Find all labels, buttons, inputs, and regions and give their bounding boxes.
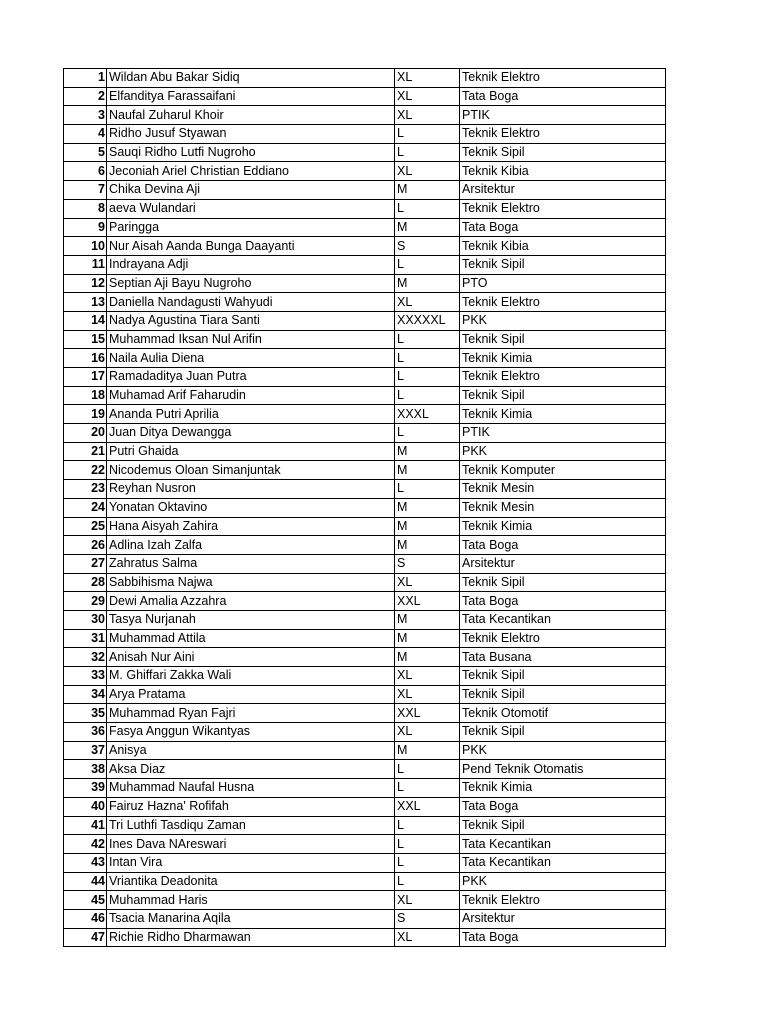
name-cell[interactable]: Aksa Diaz (107, 760, 395, 779)
size-cell[interactable]: L (395, 199, 460, 218)
row-number-cell[interactable]: 34 (64, 685, 107, 704)
size-cell[interactable]: L (395, 386, 460, 405)
name-cell[interactable]: Hana Aisyah Zahira (107, 517, 395, 536)
table-row (64, 349, 666, 368)
row-number-cell[interactable]: 3 (64, 106, 107, 125)
department-cell[interactable]: Arsitektur (460, 181, 666, 200)
size-cell[interactable]: XXL (395, 797, 460, 816)
table-row (64, 330, 666, 349)
row-number-cell[interactable]: 20 (64, 424, 107, 443)
row-number-cell[interactable]: 44 (64, 872, 107, 891)
table-row (64, 237, 666, 256)
table-row (64, 199, 666, 218)
name-cell[interactable]: Muhammad Ryan Fajri (107, 704, 395, 723)
department-cell[interactable]: Teknik Mesin (460, 498, 666, 517)
department-cell[interactable]: Teknik Kimia (460, 405, 666, 424)
size-cell[interactable]: XL (395, 667, 460, 686)
department-cell[interactable]: PTIK (460, 106, 666, 125)
table-row (64, 760, 666, 779)
name-cell[interactable]: Zahratus Salma (107, 554, 395, 573)
name-cell[interactable]: Ananda Putri Aprilia (107, 405, 395, 424)
name-cell[interactable]: Fairuz Hazna' Rofifah (107, 797, 395, 816)
department-cell[interactable]: Tata Kecantikan (460, 610, 666, 629)
row-number-cell[interactable]: 12 (64, 274, 107, 293)
row-number-cell[interactable]: 17 (64, 368, 107, 387)
size-cell[interactable]: M (395, 648, 460, 667)
name-cell[interactable]: Anisya (107, 741, 395, 760)
size-cell[interactable]: S (395, 237, 460, 256)
table-row (64, 461, 666, 480)
row-number-cell[interactable]: 41 (64, 816, 107, 835)
name-cell[interactable]: Reyhan Nusron (107, 480, 395, 499)
department-cell[interactable]: Teknik Elektro (460, 199, 666, 218)
table-row (64, 648, 666, 667)
row-number-cell[interactable]: 27 (64, 554, 107, 573)
table-row (64, 891, 666, 910)
name-cell[interactable]: aeva Wulandari (107, 199, 395, 218)
name-cell[interactable]: Arya Pratama (107, 685, 395, 704)
row-number-cell[interactable]: 40 (64, 797, 107, 816)
name-cell[interactable]: Sabbihisma Najwa (107, 573, 395, 592)
name-cell[interactable]: Naila Aulia Diena (107, 349, 395, 368)
size-cell[interactable]: M (395, 536, 460, 555)
table-row (64, 143, 666, 162)
size-cell[interactable]: L (395, 349, 460, 368)
department-cell[interactable]: PTIK (460, 424, 666, 443)
name-cell[interactable]: Indrayana Adji (107, 255, 395, 274)
department-cell[interactable]: Teknik Elektro (460, 891, 666, 910)
row-number-cell[interactable]: 33 (64, 667, 107, 686)
department-cell[interactable]: Teknik Sipil (460, 330, 666, 349)
row-number-cell[interactable]: 45 (64, 891, 107, 910)
size-cell[interactable]: XL (395, 87, 460, 106)
table-row (64, 480, 666, 499)
row-number-cell[interactable]: 1 (64, 69, 107, 88)
name-cell[interactable]: Jeconiah Ariel Christian Eddiano (107, 162, 395, 181)
name-cell[interactable]: Nicodemus Oloan Simanjuntak (107, 461, 395, 480)
size-cell[interactable]: L (395, 143, 460, 162)
size-cell[interactable]: L (395, 480, 460, 499)
department-cell[interactable]: Teknik Kimia (460, 517, 666, 536)
table-row (64, 554, 666, 573)
table-row (64, 592, 666, 611)
department-cell[interactable]: Tata Kecantikan (460, 853, 666, 872)
table-row (64, 517, 666, 536)
row-number-cell[interactable]: 28 (64, 573, 107, 592)
table-row (64, 835, 666, 854)
name-cell[interactable]: Muhammad Attila (107, 629, 395, 648)
size-cell[interactable]: S (395, 554, 460, 573)
name-cell[interactable]: Naufal Zuharul Khoir (107, 106, 395, 125)
row-number-cell[interactable]: 43 (64, 853, 107, 872)
table-row (64, 368, 666, 387)
table-row (64, 779, 666, 798)
size-cell[interactable]: XL (395, 293, 460, 312)
row-number-cell[interactable]: 37 (64, 741, 107, 760)
size-cell[interactable]: XXL (395, 704, 460, 723)
row-number-cell[interactable]: 14 (64, 311, 107, 330)
row-number-cell[interactable]: 6 (64, 162, 107, 181)
name-cell[interactable]: Ines Dava NAreswari (107, 835, 395, 854)
table-row (64, 69, 666, 88)
department-cell[interactable]: Tata Boga (460, 218, 666, 237)
table-row (64, 797, 666, 816)
department-cell[interactable]: Teknik Elektro (460, 293, 666, 312)
table-row (64, 741, 666, 760)
department-cell[interactable]: PTO (460, 274, 666, 293)
department-cell[interactable]: Tata Kecantikan (460, 835, 666, 854)
size-cell[interactable]: M (395, 274, 460, 293)
size-cell[interactable]: M (395, 498, 460, 517)
name-cell[interactable]: Sauqi Ridho Lutfi Nugroho (107, 143, 395, 162)
row-number-cell[interactable]: 4 (64, 125, 107, 144)
row-number-cell[interactable]: 21 (64, 442, 107, 461)
name-cell[interactable]: Vriantika Deadonita (107, 872, 395, 891)
name-cell[interactable]: Juan Ditya Dewangga (107, 424, 395, 443)
row-number-cell[interactable]: 15 (64, 330, 107, 349)
size-cell[interactable]: M (395, 629, 460, 648)
row-number-cell[interactable]: 19 (64, 405, 107, 424)
name-cell[interactable]: Paringga (107, 218, 395, 237)
size-cell[interactable]: XL (395, 891, 460, 910)
table-row (64, 573, 666, 592)
table-row (64, 218, 666, 237)
department-cell[interactable]: Arsitektur (460, 909, 666, 928)
name-cell[interactable]: M. Ghiffari Zakka Wali (107, 667, 395, 686)
size-cell[interactable]: XXXL (395, 405, 460, 424)
table-row (64, 685, 666, 704)
size-cell[interactable]: L (395, 368, 460, 387)
size-cell[interactable]: XL (395, 685, 460, 704)
department-cell[interactable]: Teknik Sipil (460, 255, 666, 274)
department-cell[interactable]: Teknik Kimia (460, 349, 666, 368)
name-cell[interactable]: Tsacia Manarina Aqila (107, 909, 395, 928)
table-row (64, 311, 666, 330)
table-row (64, 872, 666, 891)
row-number-cell[interactable]: 22 (64, 461, 107, 480)
department-cell[interactable]: Tata Boga (460, 87, 666, 106)
name-cell[interactable]: Daniella Nandagusti Wahyudi (107, 293, 395, 312)
size-cell[interactable]: XL (395, 723, 460, 742)
table-row (64, 162, 666, 181)
department-cell[interactable]: PKK (460, 311, 666, 330)
size-cell[interactable]: M (395, 517, 460, 536)
size-cell[interactable]: L (395, 835, 460, 854)
name-cell[interactable]: Chika Devina Aji (107, 181, 395, 200)
department-cell[interactable]: Tata Boga (460, 797, 666, 816)
size-cell[interactable]: XXXXXL (395, 311, 460, 330)
table-row (64, 928, 666, 947)
department-cell[interactable]: Teknik Elektro (460, 629, 666, 648)
table-row (64, 667, 666, 686)
name-cell[interactable]: Tri Luthfi Tasdiqu Zaman (107, 816, 395, 835)
table-row (64, 610, 666, 629)
department-cell[interactable]: Tata Boga (460, 536, 666, 555)
department-cell[interactable]: Teknik Sipil (460, 386, 666, 405)
department-cell[interactable]: Teknik Elektro (460, 368, 666, 387)
table-row (64, 125, 666, 144)
department-cell[interactable]: PKK (460, 872, 666, 891)
row-number-cell[interactable]: 46 (64, 909, 107, 928)
table-row (64, 853, 666, 872)
name-cell[interactable]: Dewi Amalia Azzahra (107, 592, 395, 611)
table-row (64, 181, 666, 200)
table-row (64, 424, 666, 443)
row-number-cell[interactable]: 38 (64, 760, 107, 779)
row-number-cell[interactable]: 39 (64, 779, 107, 798)
size-cell[interactable]: L (395, 330, 460, 349)
department-cell[interactable]: Tata Busana (460, 648, 666, 667)
row-number-cell[interactable]: 16 (64, 349, 107, 368)
size-cell[interactable]: L (395, 424, 460, 443)
table-row (64, 293, 666, 312)
department-cell[interactable]: Teknik Sipil (460, 685, 666, 704)
name-cell[interactable]: Tasya Nurjanah (107, 610, 395, 629)
department-cell[interactable]: Teknik Elektro (460, 69, 666, 88)
size-cell[interactable]: M (395, 442, 460, 461)
department-cell[interactable]: Teknik Sipil (460, 143, 666, 162)
size-cell[interactable]: L (395, 125, 460, 144)
name-cell[interactable]: Putri Ghaida (107, 442, 395, 461)
table-row (64, 909, 666, 928)
row-number-cell[interactable]: 47 (64, 928, 107, 947)
table-row (64, 405, 666, 424)
row-number-cell[interactable]: 29 (64, 592, 107, 611)
size-cell[interactable]: L (395, 872, 460, 891)
row-number-cell[interactable]: 23 (64, 480, 107, 499)
size-cell[interactable]: M (395, 741, 460, 760)
row-number-cell[interactable]: 13 (64, 293, 107, 312)
table-row (64, 536, 666, 555)
department-cell[interactable]: Teknik Kimia (460, 779, 666, 798)
size-cell[interactable]: M (395, 461, 460, 480)
name-cell[interactable]: Muhammad Iksan Nul Arifin (107, 330, 395, 349)
row-number-cell[interactable]: 10 (64, 237, 107, 256)
size-cell[interactable]: XL (395, 928, 460, 947)
name-cell[interactable]: Ramadaditya Juan Putra (107, 368, 395, 387)
table-body (64, 69, 666, 947)
name-cell[interactable]: Adlina Izah Zalfa (107, 536, 395, 555)
department-cell[interactable]: Teknik Kibia (460, 162, 666, 181)
row-number-cell[interactable]: 35 (64, 704, 107, 723)
row-number-cell[interactable]: 32 (64, 648, 107, 667)
name-cell[interactable]: Wildan Abu Bakar Sidiq (107, 69, 395, 88)
row-number-cell[interactable]: 42 (64, 835, 107, 854)
department-cell[interactable]: Teknik Sipil (460, 573, 666, 592)
name-cell[interactable]: Yonatan Oktavino (107, 498, 395, 517)
size-cell[interactable]: XL (395, 573, 460, 592)
size-cell[interactable]: XL (395, 106, 460, 125)
name-cell[interactable]: Muhammad Naufal Husna (107, 779, 395, 798)
table-row (64, 723, 666, 742)
row-number-cell[interactable]: 9 (64, 218, 107, 237)
department-cell[interactable]: Teknik Sipil (460, 816, 666, 835)
row-number-cell[interactable]: 8 (64, 199, 107, 218)
department-cell[interactable]: Teknik Otomotif (460, 704, 666, 723)
table-row (64, 704, 666, 723)
row-number-cell[interactable]: 26 (64, 536, 107, 555)
size-cell[interactable]: XL (395, 69, 460, 88)
table-row (64, 386, 666, 405)
table-row (64, 629, 666, 648)
department-cell[interactable]: Arsitektur (460, 554, 666, 573)
name-cell[interactable]: Ridho Jusuf Styawan (107, 125, 395, 144)
department-cell[interactable]: Teknik Kibia (460, 237, 666, 256)
size-cell[interactable]: L (395, 760, 460, 779)
size-cell[interactable]: L (395, 255, 460, 274)
department-cell[interactable]: Teknik Mesin (460, 480, 666, 499)
table-row (64, 255, 666, 274)
row-number-cell[interactable]: 18 (64, 386, 107, 405)
size-cell[interactable]: L (395, 853, 460, 872)
size-cell[interactable]: S (395, 909, 460, 928)
name-cell[interactable]: Intan Vira (107, 853, 395, 872)
name-cell[interactable]: Anisah Nur Aini (107, 648, 395, 667)
name-cell[interactable]: Fasya Anggun Wikantyas (107, 723, 395, 742)
size-cell[interactable]: L (395, 816, 460, 835)
name-cell[interactable]: Muhamad Arif Faharudin (107, 386, 395, 405)
row-number-cell[interactable]: 5 (64, 143, 107, 162)
row-number-cell[interactable]: 36 (64, 723, 107, 742)
size-cell[interactable]: XL (395, 162, 460, 181)
spreadsheet-table (63, 68, 666, 947)
department-cell[interactable]: Teknik Sipil (460, 723, 666, 742)
name-cell[interactable]: Muhammad Haris (107, 891, 395, 910)
name-cell[interactable]: Richie Ridho Dharmawan (107, 928, 395, 947)
size-cell[interactable]: M (395, 218, 460, 237)
row-number-cell[interactable]: 7 (64, 181, 107, 200)
row-number-cell[interactable]: 30 (64, 610, 107, 629)
department-cell[interactable]: Tata Boga (460, 592, 666, 611)
row-number-cell[interactable]: 31 (64, 629, 107, 648)
table-row (64, 274, 666, 293)
size-cell[interactable]: L (395, 779, 460, 798)
size-cell[interactable]: M (395, 610, 460, 629)
table-row (64, 498, 666, 517)
name-cell[interactable]: Nur Aisah Aanda Bunga Daayanti (107, 237, 395, 256)
row-number-cell[interactable]: 11 (64, 255, 107, 274)
table-row (64, 442, 666, 461)
department-cell[interactable]: PKK (460, 442, 666, 461)
table-row (64, 87, 666, 106)
name-cell[interactable]: Elfanditya Farassaifani (107, 87, 395, 106)
row-number-cell[interactable]: 25 (64, 517, 107, 536)
size-cell[interactable]: XXL (395, 592, 460, 611)
size-cell[interactable]: M (395, 181, 460, 200)
department-cell[interactable]: Teknik Komputer (460, 461, 666, 480)
row-number-cell[interactable]: 24 (64, 498, 107, 517)
name-cell[interactable]: Septian Aji Bayu Nugroho (107, 274, 395, 293)
table-row (64, 106, 666, 125)
department-cell[interactable]: Tata Boga (460, 928, 666, 947)
department-cell[interactable]: Teknik Sipil (460, 667, 666, 686)
table-row (64, 816, 666, 835)
row-number-cell[interactable]: 2 (64, 87, 107, 106)
department-cell[interactable]: PKK (460, 741, 666, 760)
department-cell[interactable]: Teknik Elektro (460, 125, 666, 144)
name-cell[interactable]: Nadya Agustina Tiara Santi (107, 311, 395, 330)
department-cell[interactable]: Pend Teknik Otomatis (460, 760, 666, 779)
